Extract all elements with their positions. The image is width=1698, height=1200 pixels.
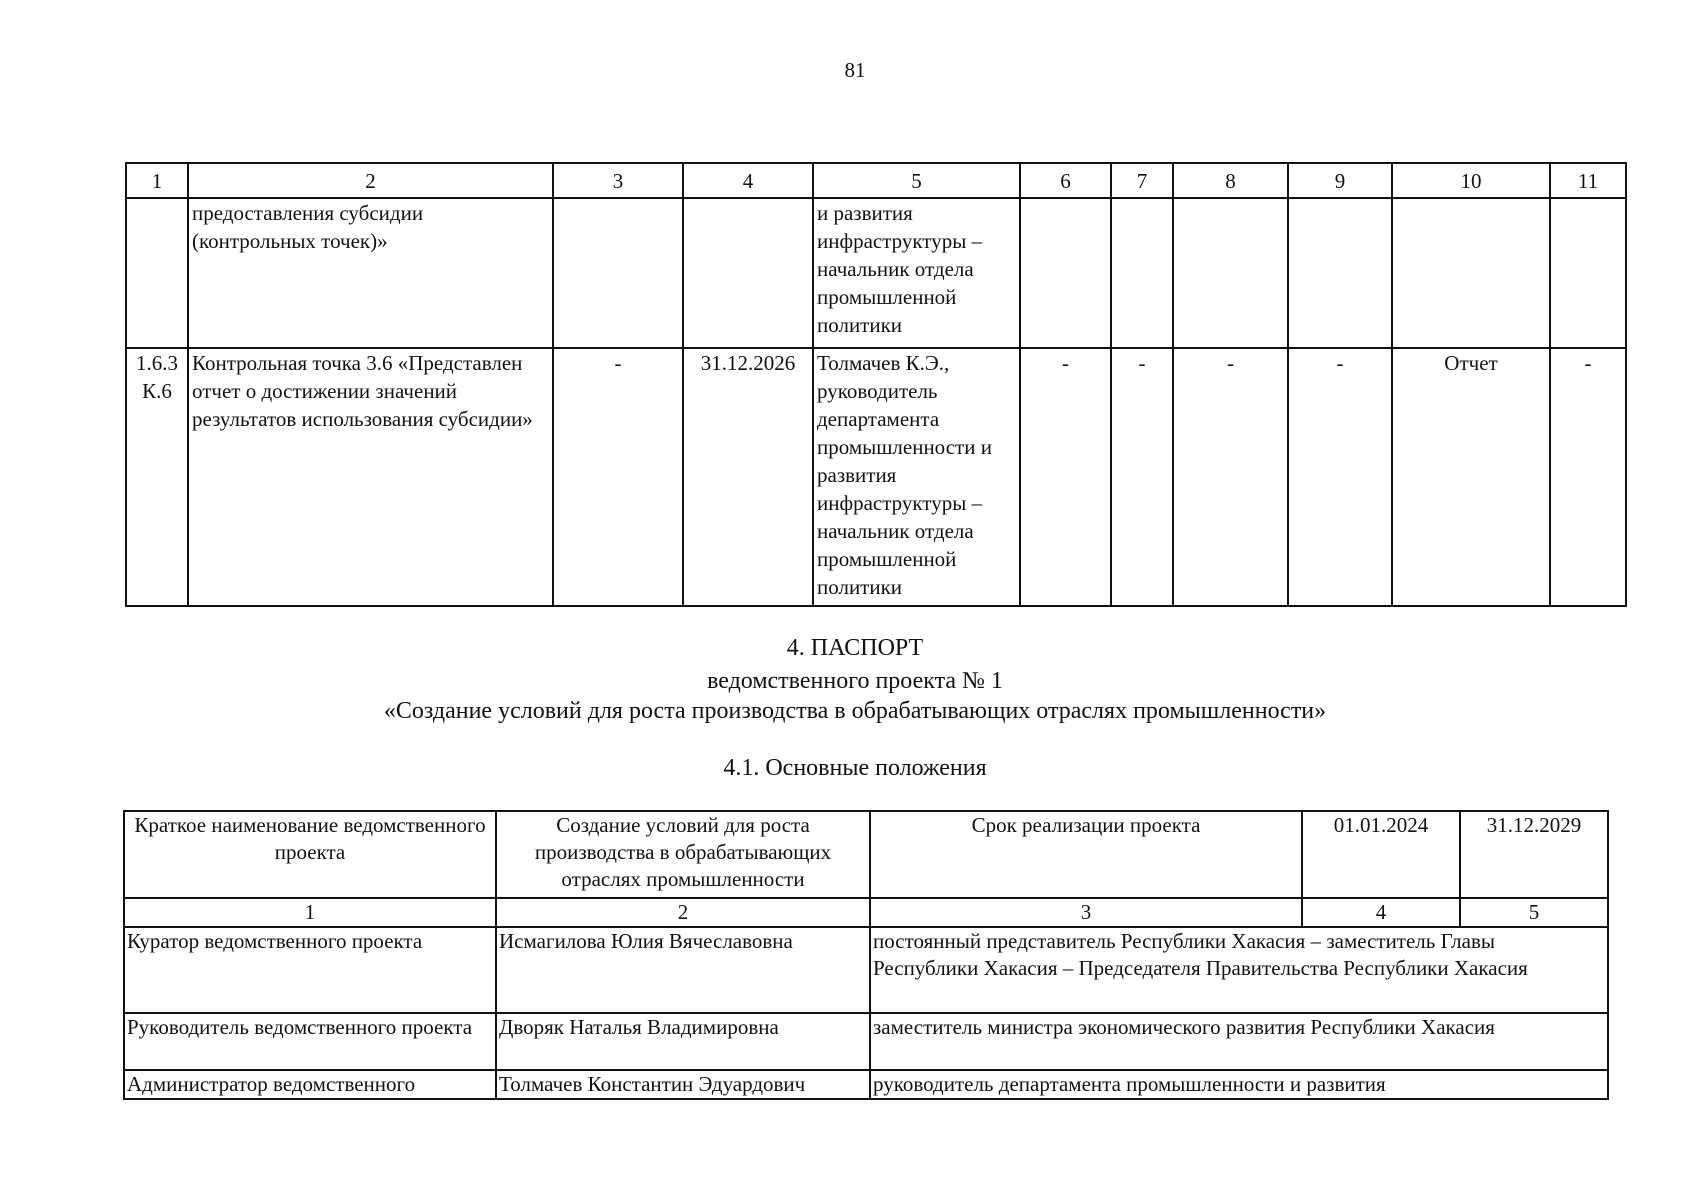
cell	[1550, 198, 1626, 348]
position-cell: постоянный представитель Республики Хакасия – заместитель Главы Республики Хакасия – Председателя Правительства Республики Хакасия	[870, 927, 1608, 1013]
column-number: 4	[1302, 898, 1460, 927]
row-number-cell: 1.6.3 К.6	[126, 348, 188, 606]
header-cell: 1	[126, 163, 188, 198]
table-row	[124, 1013, 1608, 1070]
column-number: 5	[1460, 898, 1608, 927]
table-row	[126, 198, 1626, 348]
header-cell: 3	[553, 163, 683, 198]
header-cell: 11	[1550, 163, 1626, 198]
activities-table	[125, 162, 1627, 607]
role-cell: Руководитель ведомственного проекта	[124, 1013, 496, 1070]
page-number: 81	[844, 58, 866, 82]
responsible-cell: Толмачев К.Э., руководитель департамента промышленности и развития инфраструктуры – начальник отдела промышленной политики	[813, 348, 1020, 606]
table-row	[126, 348, 1626, 606]
cell: -	[1288, 348, 1392, 606]
position-cell: заместитель министра экономического развития Республики Хакасия	[870, 1013, 1608, 1070]
section-heading: 4.1. Основные положения	[723, 755, 987, 781]
start-date-cell: 01.01.2024	[1302, 811, 1460, 898]
passport-title: 4. ПАСПОРТ	[786, 635, 924, 661]
date-cell: 31.12.2026	[683, 348, 813, 606]
person-cell: Дворяк Наталья Владимировна	[496, 1013, 870, 1070]
header-cell: 4	[683, 163, 813, 198]
table-row	[124, 927, 1608, 1013]
document-type-cell: Отчет	[1392, 348, 1550, 606]
cell: -	[1020, 348, 1111, 606]
cell	[553, 198, 683, 348]
cell: -	[1111, 348, 1173, 606]
cell: Краткое наименование ведомственного проекта	[124, 811, 496, 898]
cell	[1173, 198, 1288, 348]
cell	[1111, 198, 1173, 348]
header-cell: 5	[813, 163, 1020, 198]
cell: -	[553, 348, 683, 606]
row-number-cell	[126, 198, 188, 348]
column-number: 3	[870, 898, 1302, 927]
responsible-cell: и развития инфраструктуры – начальник отдела промышленной политики	[813, 198, 1020, 348]
column-numbers-row	[124, 898, 1608, 927]
name-cell: предоставления субсидии (контрольных точек)»	[188, 198, 553, 348]
cell: -	[1173, 348, 1288, 606]
name-cell: Контрольная точка 3.6 «Представлен отчет о достижении значений результатов использования субсидии»	[188, 348, 553, 606]
cell	[1020, 198, 1111, 348]
cell	[1288, 198, 1392, 348]
cell	[683, 198, 813, 348]
column-number: 2	[496, 898, 870, 927]
person-cell: Толмачев Константин Эдуардович	[496, 1070, 870, 1099]
header-cell: 10	[1392, 163, 1550, 198]
header-cell: 9	[1288, 163, 1392, 198]
table-header-row	[126, 163, 1626, 198]
person-cell: Исмагилова Юлия Вячеславовна	[496, 927, 870, 1013]
cell: Срок реализации проекта	[870, 811, 1302, 898]
column-number: 1	[124, 898, 496, 927]
role-cell: Куратор ведомственного проекта	[124, 927, 496, 1013]
header-cell: 6	[1020, 163, 1111, 198]
passport-subtitle: ведомственного проекта № 1	[707, 668, 1003, 694]
cell	[1392, 198, 1550, 348]
cell: -	[1550, 348, 1626, 606]
role-cell: Администратор ведомственного	[124, 1070, 496, 1099]
table-row	[124, 1070, 1608, 1099]
project-name: «Создание условий для роста производства в обрабатывающих отраслях промышленности»	[383, 698, 1327, 724]
header-cell: 2	[188, 163, 553, 198]
position-cell: руководитель департамента промышленности и развития	[870, 1070, 1608, 1099]
basics-table	[123, 810, 1609, 1100]
cell: Создание условий для роста производства в обрабатывающих отраслях промышленности	[496, 811, 870, 898]
end-date-cell: 31.12.2029	[1460, 811, 1608, 898]
header-cell: 7	[1111, 163, 1173, 198]
header-cell: 8	[1173, 163, 1288, 198]
table-row	[124, 811, 1608, 898]
